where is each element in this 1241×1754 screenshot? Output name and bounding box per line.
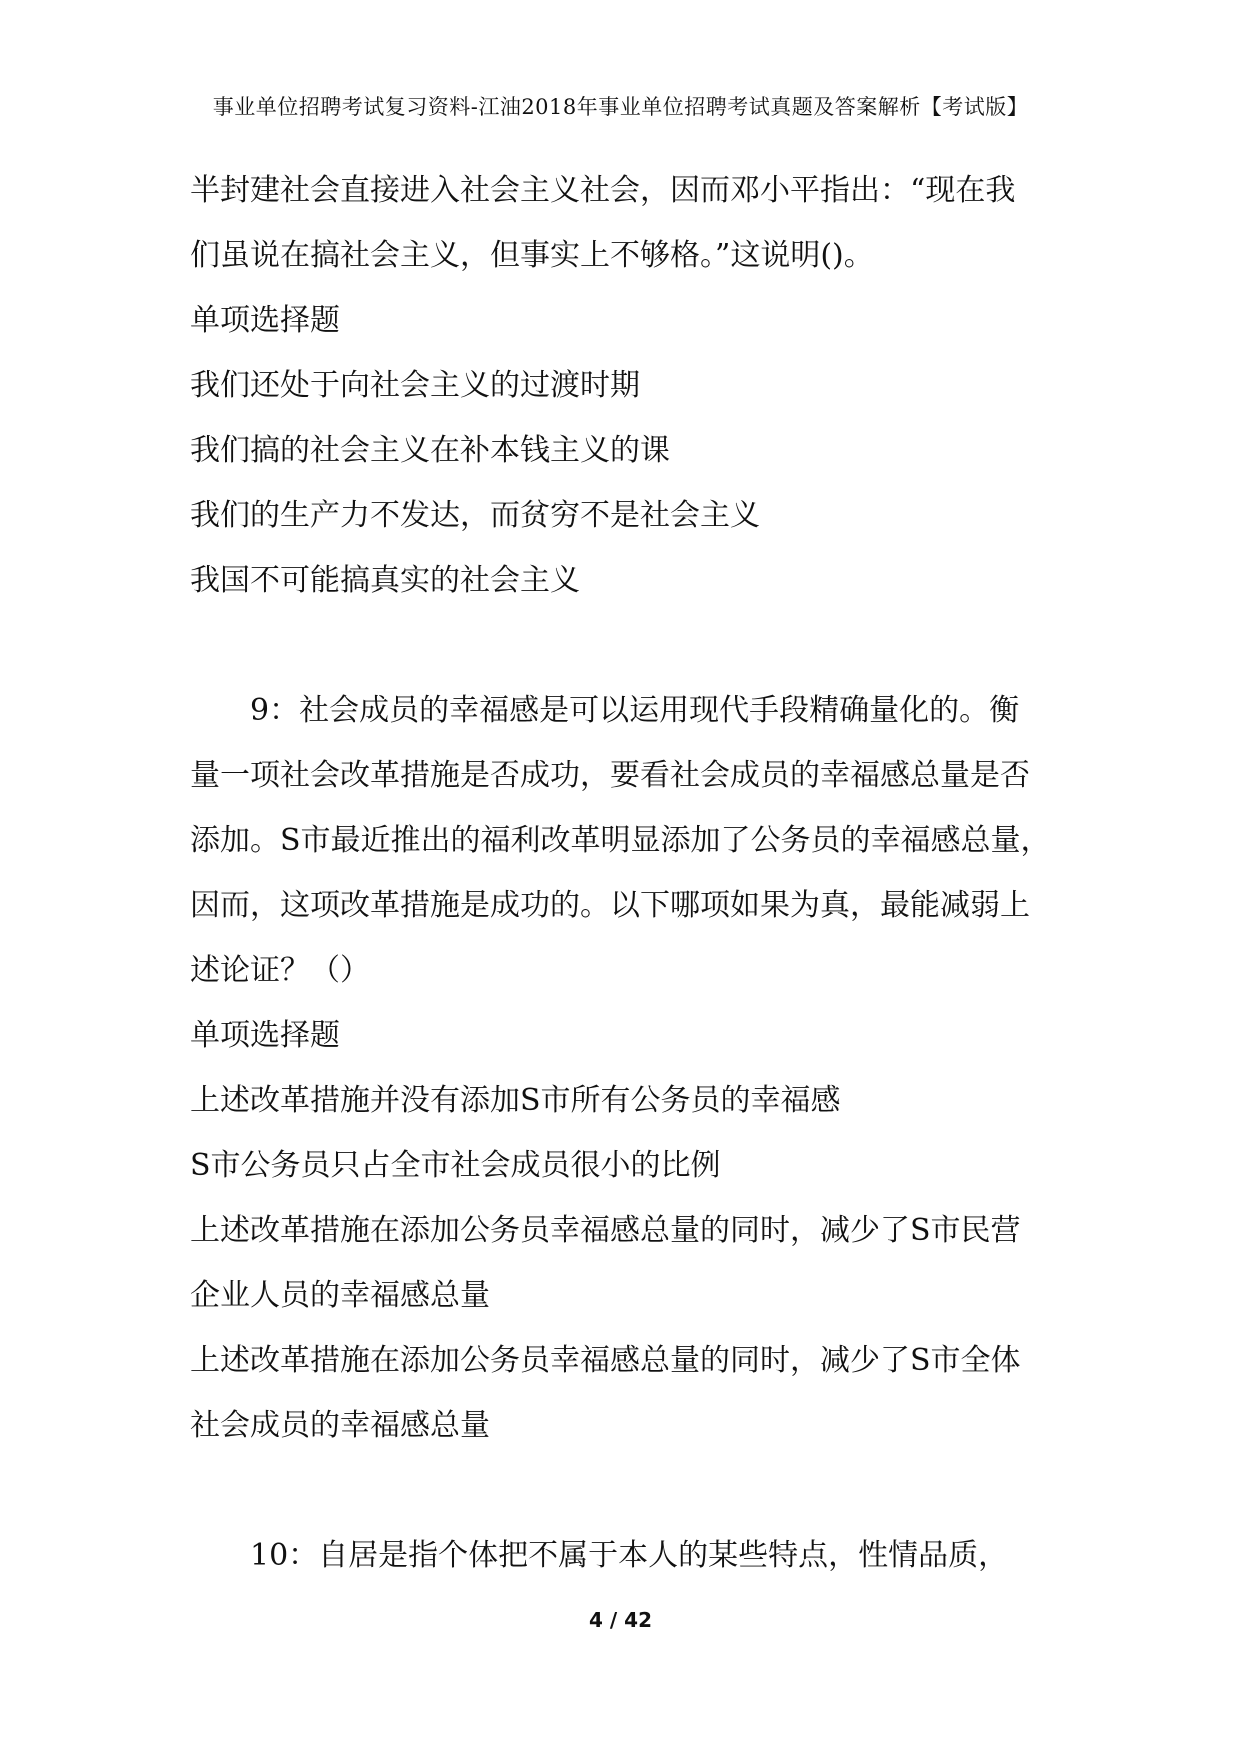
answer-option: 上述改革措施在添加公务员幸福感总量的同时，减少了S市民营 xyxy=(190,1213,1021,1248)
paragraph-gap xyxy=(190,1458,1065,1523)
answer-option: 我们还处于向社会主义的过渡时期 xyxy=(190,368,640,403)
answer-option: 上述改革措施在添加公务员幸福感总量的同时，减少了S市全体 xyxy=(190,1343,1021,1378)
question-10 xyxy=(190,1523,1065,1588)
answer-option: 上述改革措施并没有添加S市所有公务员的幸福感 xyxy=(190,1083,841,1118)
page-number: 4 / 42 xyxy=(589,1608,652,1632)
question-stem-line: 10：自居是指个体把不属于本人的某些特点，性情品质， xyxy=(250,1538,1009,1573)
answer-option: 我们搞的社会主义在补本钱主义的课 xyxy=(190,433,670,468)
question-type-label: 单项选择题 xyxy=(190,303,340,338)
answer-option: S市公务员只占全市社会成员很小的比例 xyxy=(190,1148,721,1183)
document-body xyxy=(190,158,1065,1588)
question-stem-line: 述论证？（） xyxy=(190,953,370,988)
question-stem-line: 添加。S市最近推出的福利改革明显添加了公务员的幸福感总量， xyxy=(190,823,1051,858)
question-9 xyxy=(190,678,1065,1458)
question-type-label: 单项选择题 xyxy=(190,1018,340,1053)
question-stem-line: 们虽说在搞社会主义，但事实上不够格。”这说明()。 xyxy=(190,238,874,273)
question-stem-line: 9：社会成员的幸福感是可以运用现代手段精确量化的。衡 xyxy=(250,693,1020,728)
paragraph-gap xyxy=(190,613,1065,678)
answer-option-continuation: 社会成员的幸福感总量 xyxy=(190,1408,490,1443)
answer-option: 我们的生产力不发达，而贫穷不是社会主义 xyxy=(190,498,760,533)
answer-option: 我国不可能搞真实的社会主义 xyxy=(190,563,580,598)
question-stem-line: 半封建社会直接进入社会主义社会，因而邓小平指出：“现在我 xyxy=(190,173,1016,208)
question-stem-line: 因而，这项改革措施是成功的。以下哪项如果为真，最能减弱上 xyxy=(190,888,1030,923)
answer-option-continuation: 企业人员的幸福感总量 xyxy=(190,1278,490,1313)
question-stem-line: 量一项社会改革措施是否成功，要看社会成员的幸福感总量是否 xyxy=(190,758,1030,793)
question-8-tail xyxy=(190,158,1065,613)
page-header: 事业单位招聘考试复习资料-江油2018年事业单位招聘考试真题及答案解析【考试版】 xyxy=(212,95,1029,119)
